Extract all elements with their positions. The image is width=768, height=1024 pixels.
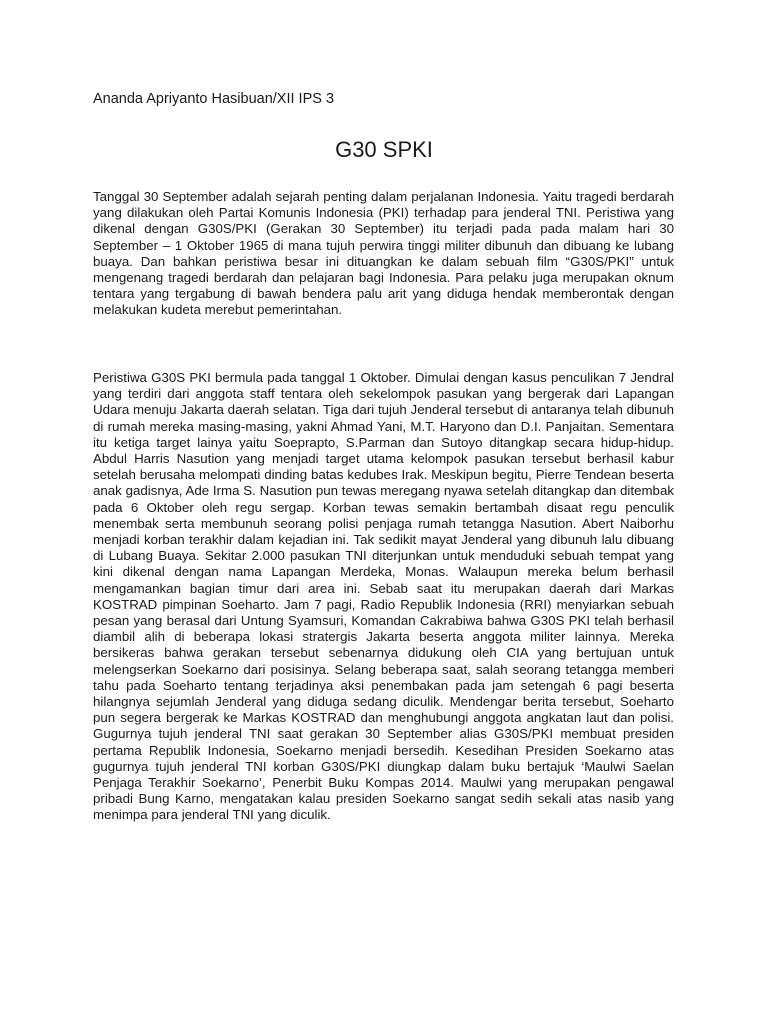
paragraph-1: Tanggal 30 September adalah sejarah penting dalam perjalanan Indonesia. Yaitu tragedi berdarah yang dilakukan oleh Partai Komunis Indonesia (PKI) terhadap para jenderal TNI. Peristiwa yang dikenal dengan G30S/PKI (Gerakan 30 September) itu terjadi pada pada malam hari 30 September – 1 Oktober 1965 di mana tujuh perwira tinggi militer dibunuh dan dibuang ke lubang buaya. Dan bahkan peristiwa besar ini dituangkan ke dalam sebuah film “G30S/PKI” untuk mengenang tragedi berdarah dan pelajaran bagi Indonesia. Para pelaku juga merupakan oknum tentara yang tergabung di bawah bendera palu arit yang diduga hendak memberontak dengan melakukan kudeta merebut pemerintahan. — [93, 189, 674, 318]
document-title: G30 SPKI — [335, 137, 433, 162]
author-line: Ananda Apriyanto Hasibuan/XII IPS 3 — [93, 91, 335, 107]
paragraph-2: Peristiwa G30S PKI bermula pada tanggal 1 Oktober. Dimulai dengan kasus penculikan 7 Jendral yang terdiri dari anggota staff tentara oleh sekelompok pasukan yang bergerak dari Lapangan Udara menuju Jakarta daerah selatan. Tiga dari tujuh Jenderal tersebut di antaranya telah dibunuh di rumah mereka masing-masing, yakni Ahmad Yani, M.T. Haryono dan D.I. Panjaitan. Sementara itu ketiga target lainya yaitu Soeprapto, S.Parman dan Sutoyo ditangkap secara hidup-hidup. Abdul Harris Nasution yang menjadi target utama kelompok pasukan tersebut berhasil kabur setelah berusaha melompati dinding batas kedubes Irak. Meskipun begitu, Pierre Tendean beserta anak gadisnya, Ade Irma S. Nasution pun tewas meregang nyawa setelah ditangkap dan ditembak pada 6 Oktober oleh regu sergap. Korban tewas semakin bertambah disaat regu penculik menembak serta membunuh seorang polisi penjaga rumah tetangga Nasution. Abert Naiborhu menjadi korban terakhir dalam kejadian ini. Tak sedikit mayat Jenderal yang dibunuh lalu dibuang di Lubang Buaya. Sekitar 2.000 pasukan TNI diterjunkan untuk menduduki sebuah tempat yang kini dikenal dengan nama Lapangan Merdeka, Monas. Walaupun mereka belum berhasil mengamankan bagian timur dari area ini. Sebab saat itu merupakan daerah dari Markas KOSTRAD pimpinan Soeharto. Jam 7 pagi, Radio Republik Indonesia (RRI) menyiarkan sebuah pesan yang berasal dari Untung Syamsuri, Komandan Cakrabiwa bahwa G30S PKI telah berhasil diambil alih di beberapa lokasi stratergis Jakarta beserta anggota militer lainnya. Mereka bersikeras bahwa gerakan tersebut sebenarnya didukung oleh CIA yang bertujuan untuk melengserkan Soekarno dari posisinya. Selang beberapa saat, salah seorang tetangga memberi tahu pada Soeharto tentang terjadinya aksi penembakan pada jam setengah 6 pagi beserta hilangnya sejumlah Jenderal yang diduga sedang diculik. Mendengar berita tersebut, Soeharto pun segera bergerak ke Markas KOSTRAD dan menghubungi anggota angkatan laut dan polisi. Gugurnya tujuh jenderal TNI saat gerakan 30 September alias G30S/PKI membuat presiden pertama Republik Indonesia, Soekarno menjadi bersedih. Kesedihan Presiden Soekarno atas gugurnya tujuh jenderal TNI korban G30S/PKI diungkap dalam buku bertajuk ‘Maulwi Saelan Penjaga Terakhir Soekarno’, Penerbit Buku Kompas 2014. Maulwi yang merupakan pengawal pribadi Bung Karno, mengatakan kalau presiden Soekarno sangat sedih sekali atas nasib yang menimpa para jenderal TNI yang diculik. — [93, 370, 674, 823]
